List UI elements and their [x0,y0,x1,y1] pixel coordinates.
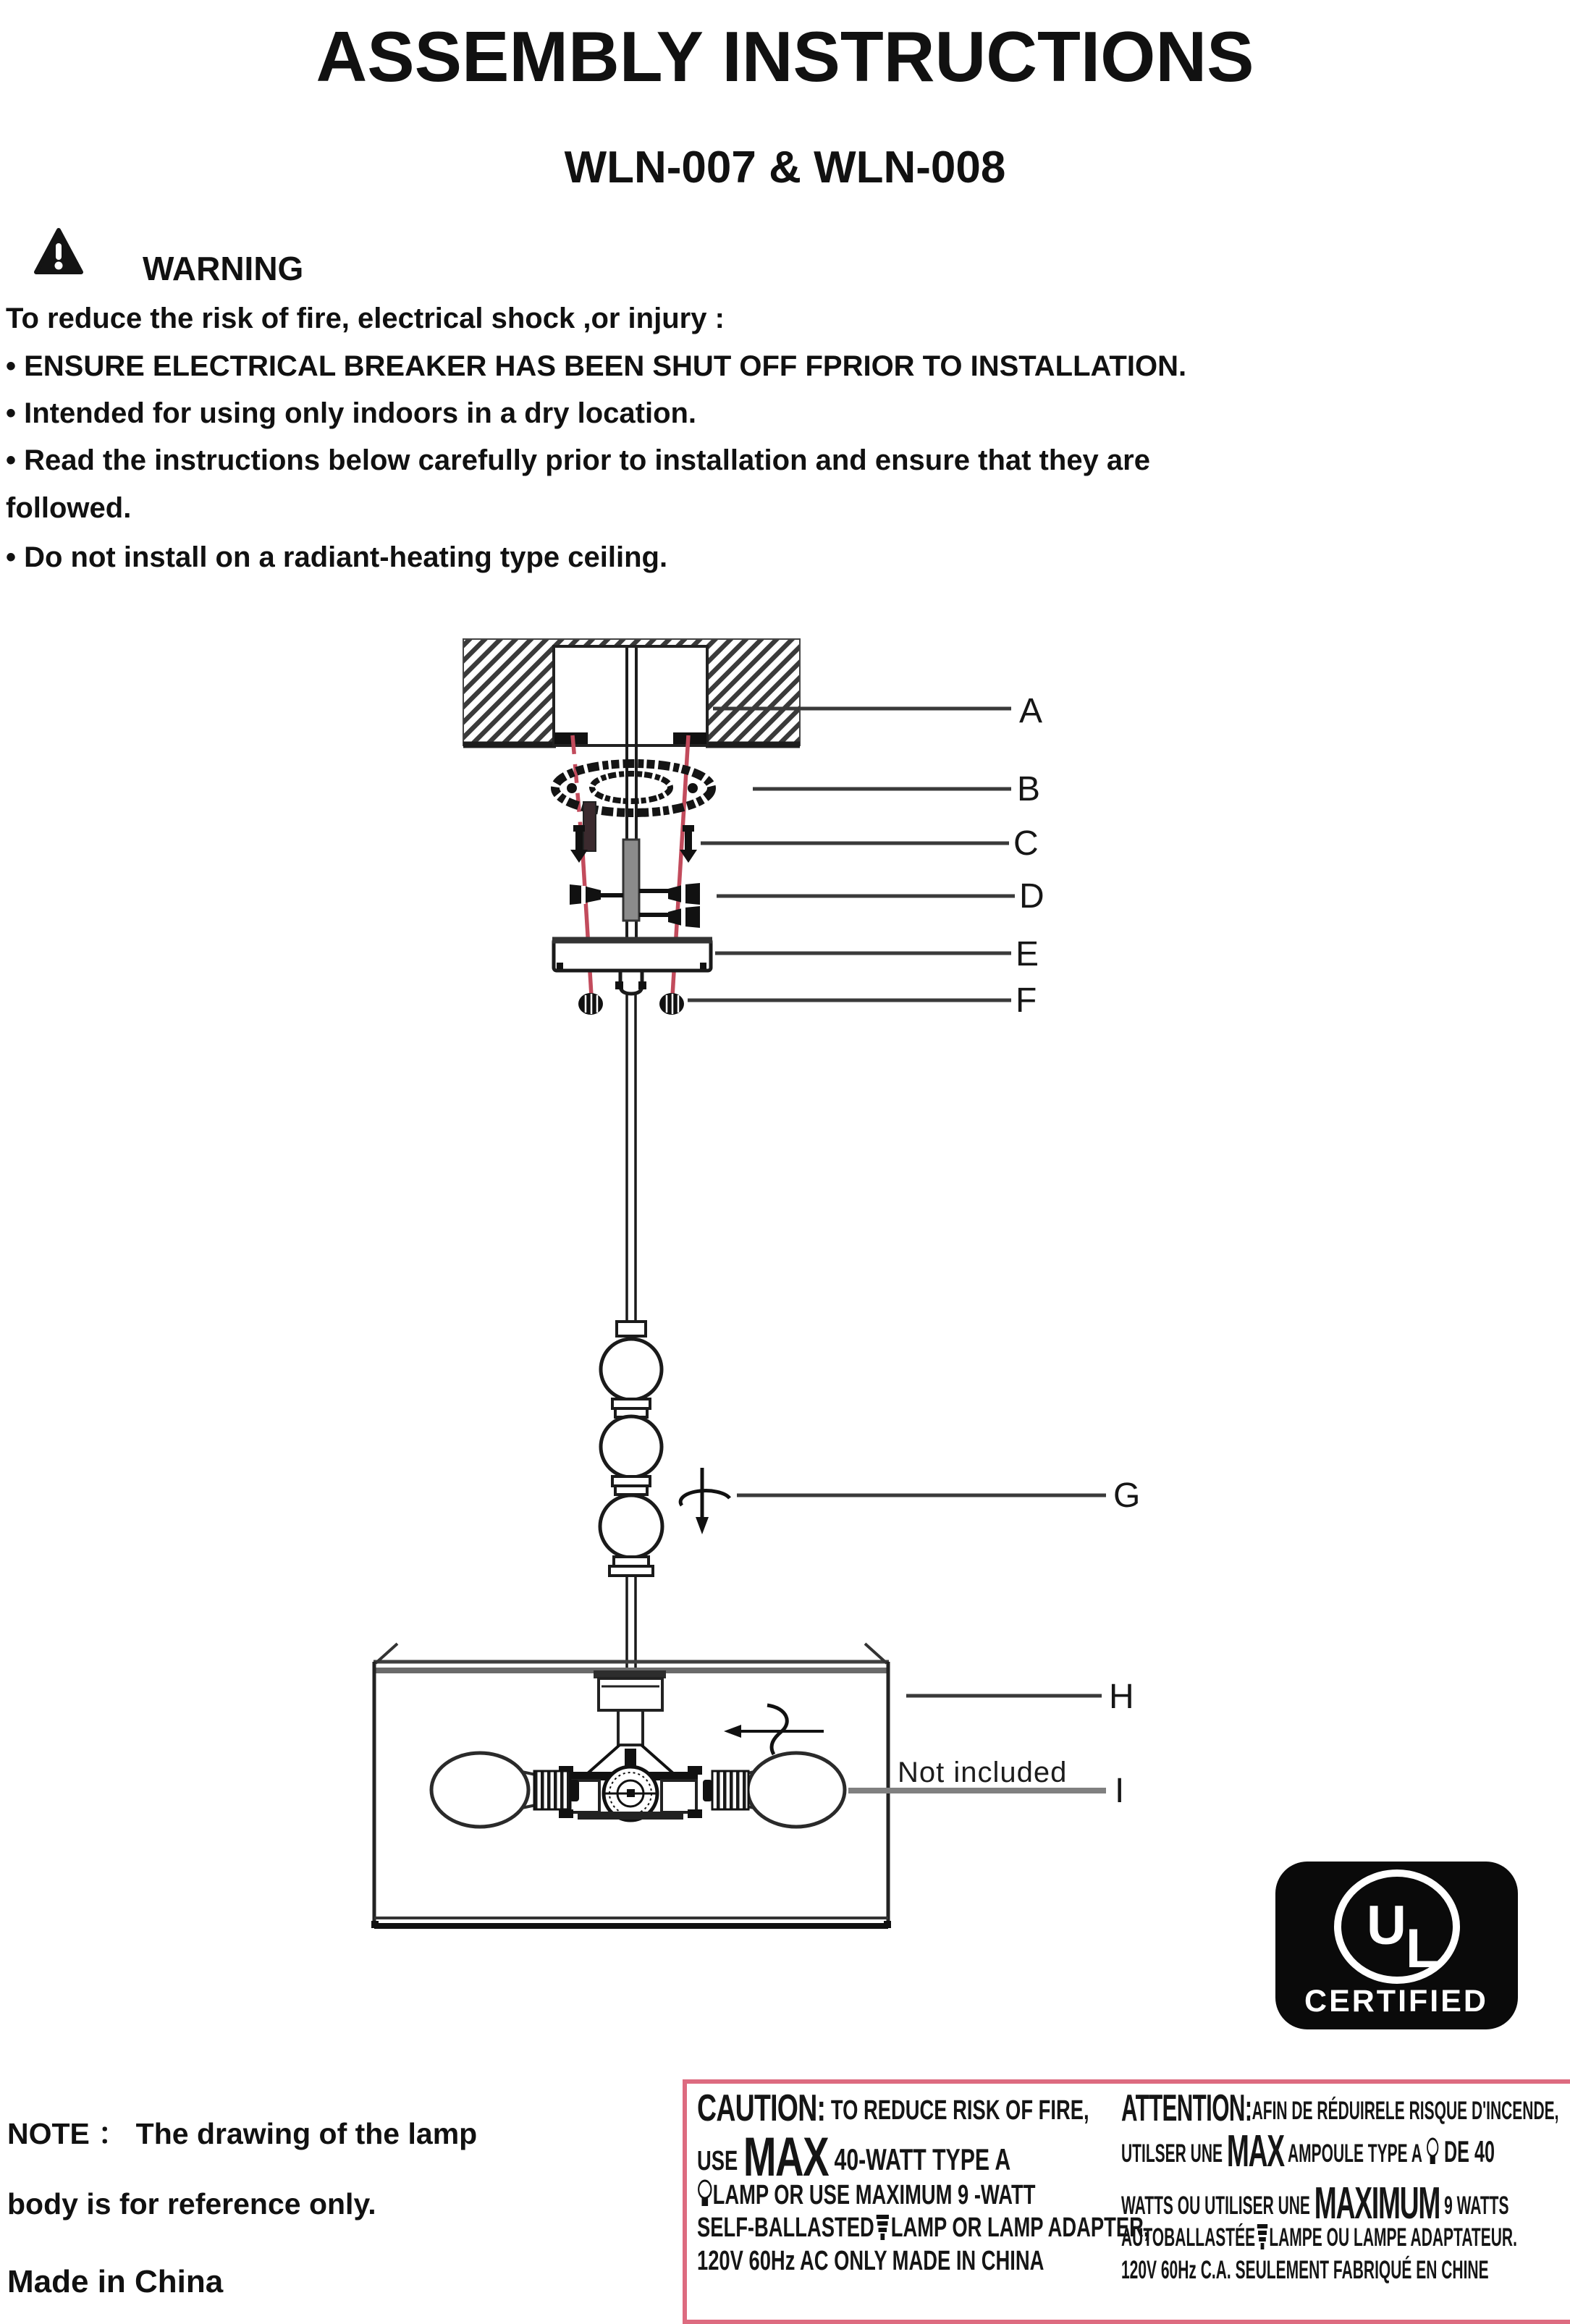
warning-bullet-2: • Intended for using only indoors in a dry location. [6,397,697,429]
note-line-2: body is for reference only. [7,2187,376,2221]
maximum-word: MAXIMUM [1314,2179,1440,2228]
warning-intro: To reduce the risk of fire, electrical shock ,or injury : [6,303,725,334]
cfl-icon [1255,2223,1269,2252]
made-in-china: Made in China [7,2264,224,2299]
caution-fr-line3: WATTS OU UTILISER UNE MAXIMUM 9 WATTS [1121,2179,1509,2228]
down-rod [627,994,636,1323]
max-word: MAX [1226,2126,1284,2176]
socket-assembly [559,1670,702,1820]
part-label-i: I [1115,1772,1125,1810]
caution-english-column [697,2084,1149,2320]
part-label-d: D [1019,877,1044,916]
bulb-icon [697,2179,713,2210]
ul-letter-l: L [1406,1918,1440,1979]
part-label-a: A [1019,692,1043,730]
not-included-label: Not included [898,1757,1068,1788]
part-label-f: F [1016,981,1037,1020]
ul-certified-badge [1275,1862,1518,2029]
warning-bullet-4: • Do not install on a radiant-heating type ceiling. [6,541,668,573]
part-label-b: B [1017,770,1041,808]
warning-heading: WARNING [143,250,304,287]
model-numbers: WLN-007 & WLN-008 [564,143,1006,193]
light-bulb-right [703,1753,845,1827]
caution-fr-line2: UTILSER UNE MAX AMPOULE TYPE A DE 40 [1121,2126,1495,2176]
page-title: ASSEMBLY INSTRUCTIONS [316,17,1254,96]
cfl-icon [874,2213,891,2242]
caution-french-column [1121,2084,1566,2320]
caution-fr-line4: AUTOBALLASTÉE LAMPE OU LAMPE ADAPTATEUR. [1121,2223,1517,2252]
leader-lines [688,709,1106,1791]
caution-fr-line1: ATTENTION:AFIN DE RÉDUIRELE RISQUE D'INCENDE, [1121,2087,1559,2129]
max-word: MAX [743,2126,829,2188]
attention-word: ATTENTION: [1121,2087,1252,2129]
part-label-c: C [1013,824,1039,863]
caution-word: CAUTION: [697,2087,826,2129]
part-labels [1013,692,1140,1810]
caution-en-line4: SELF-BALLASTED LAMP OR LAMP ADAPTER, [697,2213,1149,2243]
part-label-g: G [1113,1476,1141,1515]
decorative-spheres [600,1322,662,1673]
junction-box [554,646,707,745]
collar-screw-left [578,993,603,1015]
part-label-e: E [1016,935,1039,973]
ul-letter-u: U [1367,1895,1406,1956]
bulb-turn-arrow-icon [724,1705,824,1754]
caution-en-line3: LAMP OR USE MAXIMUM 9 -WATT [697,2179,1035,2211]
bulb-icon [1426,2137,1439,2168]
caution-fr-line5: 120V 60Hz C.A. SEULEMENT FABRIQUÉ EN CHINE [1121,2256,1489,2284]
ul-certified-text: CERTIFIED [1304,1984,1488,2019]
part-label-h: H [1109,1678,1134,1716]
warning-bullet-1: • ENSURE ELECTRICAL BREAKER HAS BEEN SHUT OFF FPRIOR TO INSTALLATION. [6,350,1187,382]
warning-bullet-3: • Read the instructions below carefully prior to installation and ensure that they are [6,444,1150,476]
caution-en-line2: USE MAX 40-WATT TYPE A [697,2126,1011,2188]
note-line-1: NOTE ： The drawing of the lamp [7,2117,478,2150]
caution-box [683,2079,1570,2324]
collar-screw-right [659,993,684,1015]
light-bulb-left [431,1753,579,1827]
caution-en-line1: CAUTION: TO REDUCE RISK OF FIRE, [697,2087,1089,2129]
canopy [552,939,712,994]
rotate-arrow-icon [680,1468,730,1534]
caution-en-line5: 120V 60Hz AC ONLY MADE IN CHINA [697,2246,1044,2276]
warning-bullet-3-wrap: followed. [6,492,132,524]
